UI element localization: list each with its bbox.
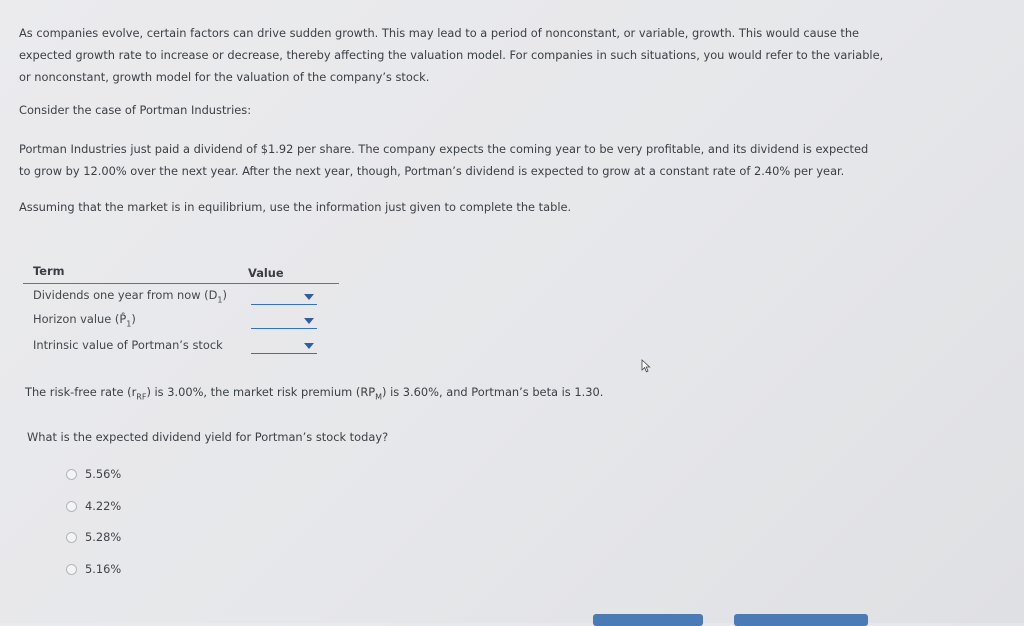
option-radio[interactable]	[66, 528, 121, 546]
header-divider	[23, 283, 339, 284]
dividends-value-dropdown[interactable]	[251, 288, 317, 305]
option-label: 4.22%	[85, 499, 122, 513]
option-label: 5.16%	[85, 562, 122, 576]
consider-heading: Consider the case of Portman Industries:	[19, 103, 252, 117]
intro-line: or nonconstant, growth model for the valuation of the company’s stock.	[19, 70, 430, 84]
radio-unselected-icon[interactable]	[66, 469, 77, 480]
mouse-pointer-icon	[641, 359, 651, 373]
case-paragraph	[19, 138, 868, 182]
caret-down-icon	[304, 318, 314, 324]
radio-unselected-icon[interactable]	[66, 532, 77, 543]
bottom-action-button[interactable]	[734, 614, 868, 626]
row-label-dividends: Dividends one year from now $(D_1)$	[33, 288, 227, 305]
option-radio[interactable]	[66, 497, 121, 515]
risk-info-text: The risk-free rate $(r_{RF})$ is 3.00%, the market risk premium $(RP_M)$ is 3.60%, and Portman’s beta is 1.30.	[25, 385, 604, 402]
column-header-value: Value	[248, 266, 284, 280]
option-label: 5.56%	[85, 467, 122, 481]
option-radio[interactable]	[66, 465, 121, 483]
bottom-action-button[interactable]	[593, 614, 703, 626]
intrinsic-value-dropdown[interactable]	[251, 337, 317, 354]
instruction-text: Assuming that the market is in equilibrium, use the information just given to complete the table.	[19, 200, 572, 214]
option-label: 5.28%	[85, 530, 122, 544]
question-text: What is the expected dividend yield for Portman’s stock today?	[27, 430, 389, 444]
option-radio[interactable]	[66, 560, 121, 578]
case-line: to grow by 12.00% over the next year. After the next year, though, Portman’s dividend is expected to grow at a constant rate of 2.40% per year.	[19, 164, 845, 178]
horizon-value-dropdown[interactable]	[251, 312, 317, 329]
radio-unselected-icon[interactable]	[66, 501, 77, 512]
intro-line: expected growth rate to increase or decrease, thereby affecting the valuation model. For companies in such situations, you would refer to the variable,	[19, 48, 884, 62]
row-label-horizon: Horizon value $(P̂_1)$	[33, 312, 136, 329]
radio-unselected-icon[interactable]	[66, 564, 77, 575]
column-header-term: Term	[33, 264, 65, 278]
caret-down-icon	[304, 294, 314, 300]
row-label-intrinsic: Intrinsic value of Portman’s stock	[33, 338, 223, 352]
caret-down-icon	[304, 343, 314, 349]
case-line: Portman Industries just paid a dividend of $1.92 per share. The company expects the coming year to be very profitable, and its dividend is expected	[19, 142, 869, 156]
intro-line: As companies evolve, certain factors can drive sudden growth. This may lead to a period of nonconstant, or variable, growth. This would cause the	[19, 26, 860, 40]
intro-paragraph	[19, 22, 883, 88]
